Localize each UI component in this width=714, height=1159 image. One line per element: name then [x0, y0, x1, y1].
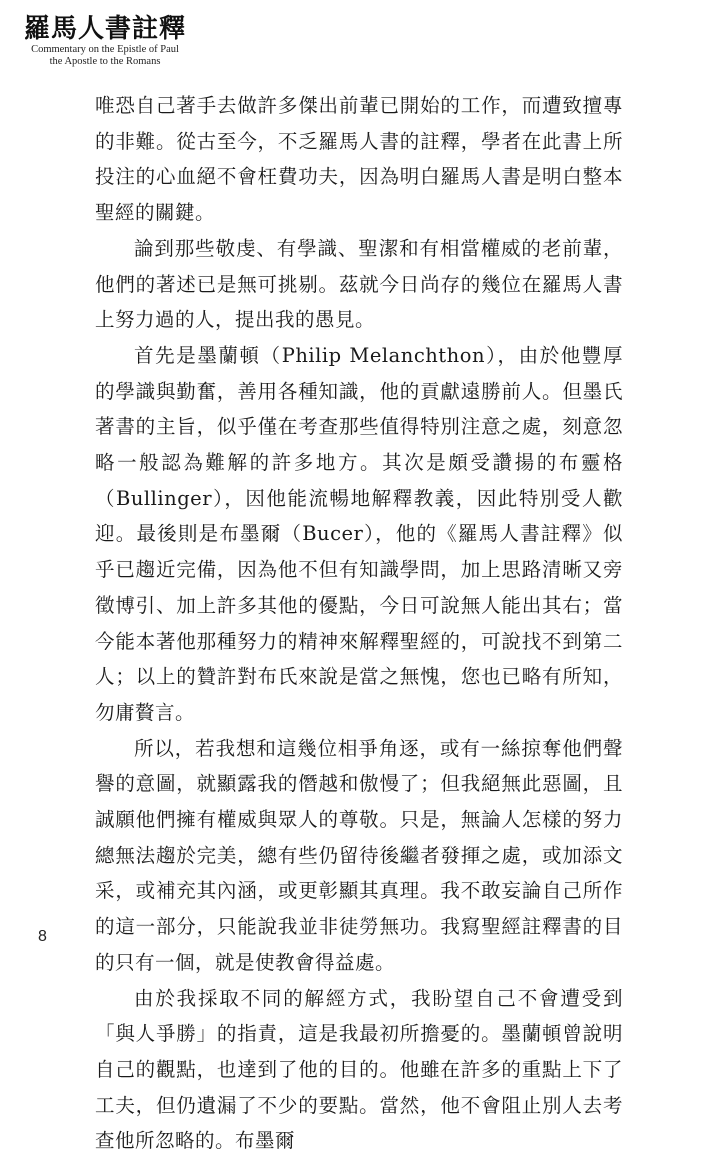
book-subtitle-line1: Commentary on the Epistle of Paul [31, 44, 179, 55]
body-text [95, 88, 623, 1159]
book-title: 羅馬人書註釋 [23, 14, 186, 44]
book-subtitle-line2: the Apostle to the Romans [49, 56, 161, 67]
paragraph: 唯恐自己著手去做許多傑出前輩已開始的工作，而遭致擅專的非難。從古至今，不乏羅馬人書的註釋，學者在此書上所投注的心血絕不會枉費功夫，因為明白羅馬人書是明白整本聖經的關鍵。 [95, 94, 623, 225]
paragraph: 論到那些敬虔、有學識、聖潔和有相當權威的老前輩，他們的著述已是無可挑剔。茲就今日尚存的幾位在羅馬人書上努力過的人，提出我的愚見。 [95, 236, 623, 332]
paragraph: 由於我採取不同的解經方式，我盼望自己不會遭受到「與人爭勝」的指責，這是我最初所擔憂的。墨蘭頓曾說明自己的觀點，也達到了他的目的。他雖在許多的重點上下了工夫，但仍遺漏了不少的要點。當然，他不會阻止別人去考查他所忽略的。布墨爾 [95, 986, 623, 1153]
paragraph: 所以，若我想和這幾位相爭角逐，或有一絲掠奪他們聲譽的意圖，就顯露我的僭越和傲慢了；但我絕無此惡圖，且誠願他們擁有權威與眾人的尊敬。只是，無論人怎樣的努力總無法趨於完美，總有些仍留待後繼者發揮之處，或加添文采，或補充其內涵，或更彰顯其真理。我不敢妄論自己所作的這一部分，只能說我並非徒勞無功。我寫聖經註釋書的目的只有一個，就是使教會得益處。 [95, 736, 623, 974]
running-header [20, 14, 190, 68]
page-number: 8 [38, 928, 47, 945]
paragraph: 首先是墨蘭頓（Philip Melanchthon），由於他豐厚的學識與勤奮，善用各種知識，他的貢獻遠勝前人。但墨氏著書的主旨，似乎僅在考查那些值得特別注意之處，刻意忽略一般認為難解的許多地方。其次是頗受讚揚的布靈格（Bullinger），因他能流暢地解釋教義，因此特別受人歡迎。最後則是布墨爾（Bucer），他的《羅馬人書註釋》似乎已趨近完備，因為他不但有知識學問，加上思路清晰又旁徵博引、加上許多其他的優點，今日可說無人能出其右；當今能本著他那種努力的精神來解釋聖經的，可說找不到第二人；以上的贊許對布氏來說是當之無愧，您也已略有所知，勿庸贅言。 [95, 343, 623, 724]
